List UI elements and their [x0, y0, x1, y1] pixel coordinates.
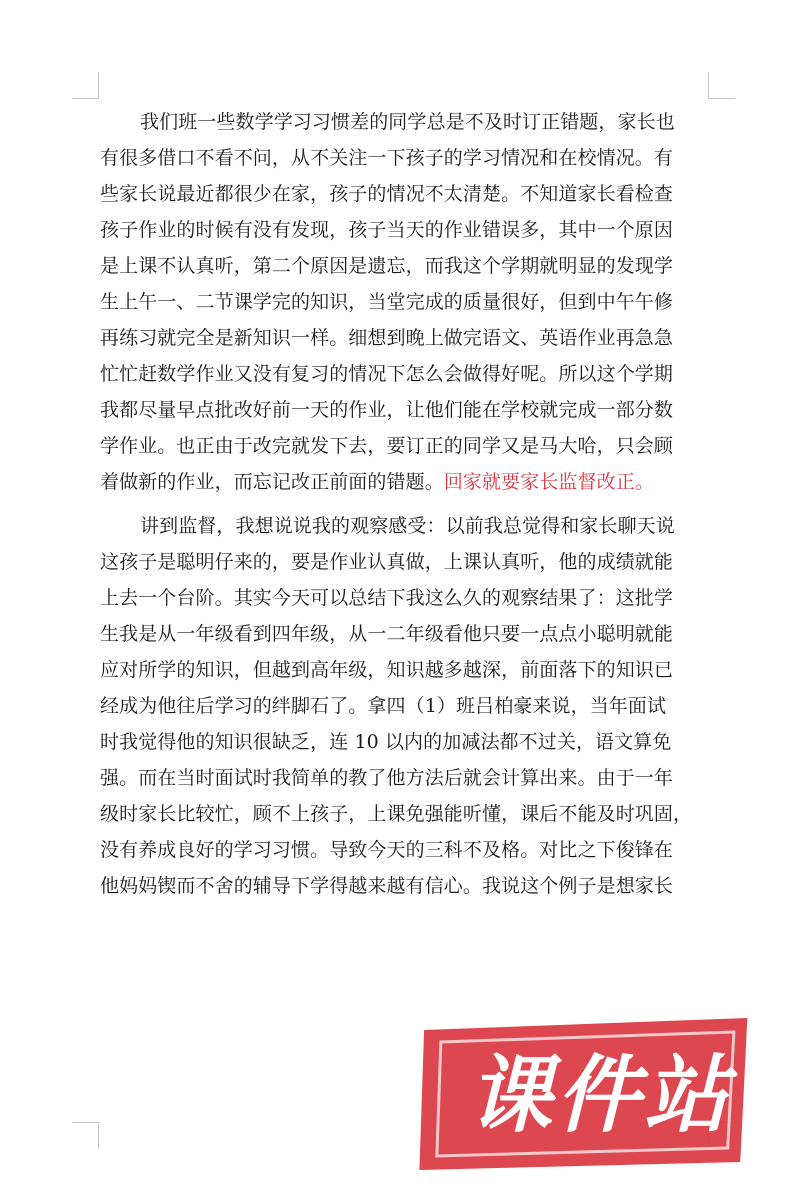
- text-line: 学作业。也正由于改完就发下去，要订正的同学又是马大哈，只会顾: [100, 435, 674, 457]
- text-line: 经成为他往后学习的绊脚石了。拿四（1）班吕柏豪来说，当年面试: [100, 695, 667, 717]
- text-line: 应对所学的知识，但越到高年级，知识越多越深，前面落下的知识已: [100, 659, 674, 681]
- text-line: 些家长说最近都很少在家，孩子的情况不太清楚。不知道家长看检查: [100, 183, 674, 205]
- text-line: 没有养成良好的学习习惯。导致今天的三科不及格。对比之下俊锋在: [100, 839, 674, 861]
- highlighted-text: 回家就要家长监督改正。: [443, 471, 654, 493]
- text-line: 他妈妈锲而不舍的辅导下学得越来越有信心。我说这个例子是想家长: [100, 875, 674, 897]
- margin-mark-top-right: [708, 72, 735, 99]
- text-line: 级时家长比较忙，顾不上孩子，上课免强能听懂，课后不能及时巩固，: [100, 803, 693, 825]
- text-line: 这孩子是聪明仔来的，要是作业认真做，上课认真听，他的成绩就能: [100, 551, 674, 573]
- text-line: 孩子作业的时候有没有发现，孩子当天的作业错误多，其中一个原因: [100, 219, 674, 241]
- text-line: 上去一个台阶。其实今天可以总结下我这么久的观察结果了：这批学: [100, 587, 674, 609]
- text-line: 有很多借口不看不问，从不关注一下孩子的学习情况和在校情况。有: [100, 147, 674, 169]
- text-line: 再练习就完全是新知识一样。细想到晚上做完语文、英语作业再急急: [100, 327, 674, 349]
- text-line: 我们班一些数学学习习惯差的同学总是不及时订正错题，家长也: [140, 111, 675, 133]
- margin-mark-bottom-left: [72, 1122, 99, 1149]
- document-body: [100, 104, 712, 904]
- text-line: 忙忙赶数学作业又没有复习的情况下怎么会做得好呢。所以这个学期: [100, 363, 674, 385]
- text-line: 是上课不认真听，第二个原因是遗忘，而我这个学期就明显的发现学: [100, 255, 674, 277]
- margin-mark-top-left: [72, 72, 99, 99]
- watermark-logo: [396, 1012, 768, 1174]
- text-line: 时我觉得他的知识很缺乏，连 10 以内的加减法都不过关，语文算免: [100, 731, 672, 753]
- paragraph-1: [100, 104, 712, 500]
- text-line: 生我是从一年级看到四年级，从一二年级看他只要一点点小聪明就能: [100, 623, 674, 645]
- paragraph-2: [100, 508, 712, 904]
- text-line: 我都尽量早点批改好前一天的作业，让他们能在学校就完成一部分数: [100, 399, 674, 421]
- text-line: 生上午一、二节课学完的知识，当堂完成的质量很好，但到中午午修: [100, 291, 674, 313]
- text-line: [100, 464, 712, 500]
- text-segment: 着做新的作业，而忘记改正前面的错题。: [100, 471, 444, 493]
- watermark-text: 课件站: [467, 1046, 733, 1144]
- text-line: 讲到监督，我想说说我的观察感受：以前我总觉得和家长聊天说: [140, 515, 675, 537]
- text-line: 强。而在当时面试时我简单的教了他方法后就会计算出来。由于一年: [100, 767, 674, 789]
